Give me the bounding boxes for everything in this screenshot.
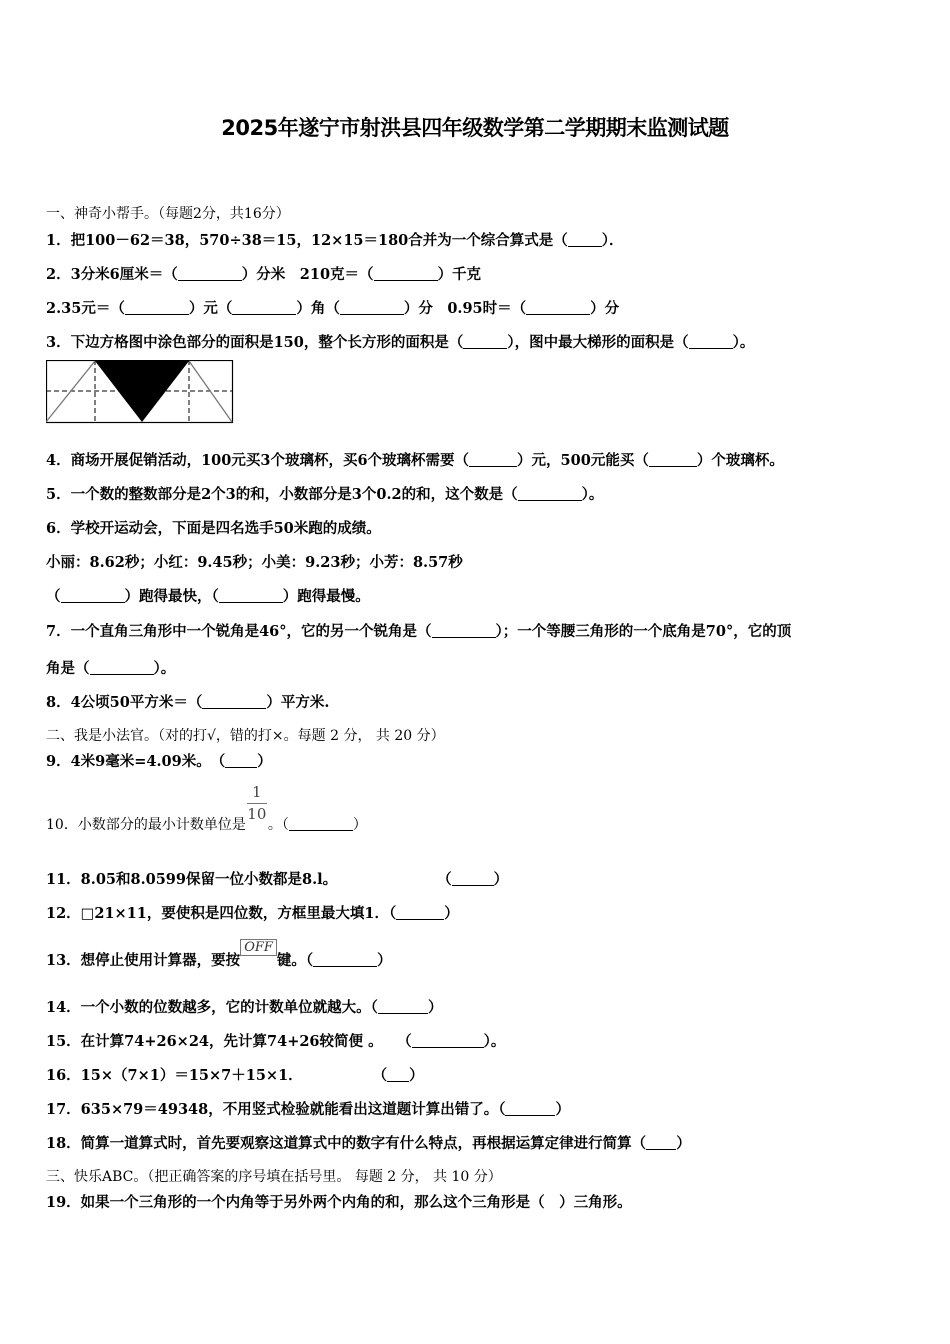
answer-blank[interactable]: [90, 660, 154, 676]
answer-blank[interactable]: [463, 334, 507, 350]
section-1-heading: 一、神奇小帮手。（每题2分，共16分）: [46, 206, 290, 222]
question-6: 6．学校开运动会，下面是四名选手50米跑的成绩。: [46, 520, 381, 537]
question-6-scores: 小丽：8.62秒；小红：9.45秒；小美：9.23秒；小芳：8.57秒: [46, 554, 463, 571]
question-15: 15．在计算74+26×24，先计算74+26较简便 。 （ ）。: [46, 1033, 506, 1050]
grid-figure: [46, 360, 234, 424]
fraction-one-tenth: $\frac{1}{10}$: [247, 783, 267, 823]
answer-blank[interactable]: [289, 816, 353, 832]
question-13: 13．想停止使用计算器，要按OFF键。（ ）: [46, 940, 392, 969]
question-18: 18．简算一道算式时，首先要观察这道算式中的数字有什么特点，再根据运算定律进行简算（ ）: [46, 1135, 691, 1152]
answer-blank[interactable]: [469, 452, 517, 468]
question-9: 9．4米9毫米=4.09米。 （ ）: [46, 753, 272, 770]
answer-blank[interactable]: [646, 1135, 676, 1151]
answer-blank[interactable]: [412, 1033, 484, 1049]
answer-blank[interactable]: [225, 753, 257, 769]
question-3: 3．下边方格图中涂色部分的面积是150，整个长方形的面积是（ ），图中最大梯形的面积是（ ）。: [46, 334, 755, 351]
question-2: 2．3分米6厘米＝（ ）分米 210克＝（ ）千克: [46, 266, 482, 283]
answer-blank[interactable]: [432, 623, 496, 639]
question-6b: （ ）跑得最快，（ ）跑得最慢。: [46, 588, 370, 605]
answer-blank[interactable]: [125, 300, 189, 316]
question-19: 19．如果一个三角形的一个内角等于另外两个内角的和，那么这个三角形是（ ）三角形。: [46, 1194, 632, 1211]
question-7b: 角是（ ）。: [46, 660, 176, 677]
answer-blank[interactable]: [452, 871, 494, 887]
answer-blank[interactable]: [649, 452, 697, 468]
question-5: 5．一个数的整数部分是2个3的和，小数部分是3个0.2的和，这个数是（ ）。: [46, 486, 604, 503]
question-17: 17．635×79＝49348，不用竖式检验就能看出这道题计算出错了。（ ）: [46, 1101, 570, 1118]
answer-blank[interactable]: [689, 334, 733, 350]
answer-blank[interactable]: [378, 999, 428, 1015]
question-1: 1．把100－62＝38，570÷38＝15，12×15＝180合并为一个综合算式是（ ）．: [46, 232, 624, 249]
answer-blank[interactable]: [202, 694, 266, 710]
answer-blank[interactable]: [374, 266, 438, 282]
question-10: 10．小数部分的最小计数单位是 $\frac{1}{10}$ 。（ ）: [46, 783, 367, 833]
question-4: 4．商场开展促销活动，100元买3个玻璃杯，买6个玻璃杯需要（ ）元，500元能买（ ）个玻璃杯。: [46, 452, 784, 469]
answer-blank[interactable]: [61, 588, 125, 604]
answer-blank[interactable]: [313, 952, 377, 968]
question-12: 12．□21×11，要使积是四位数，方框里最大填1．（ ）: [46, 905, 459, 922]
question-14: 14．一个小数的位数越多，它的计数单位就越大。（ ）: [46, 999, 443, 1016]
answer-blank[interactable]: [178, 266, 242, 282]
question-2b: 2.35元＝（ ）元（ ）角（ ）分 0.95时＝（ ）分: [46, 300, 620, 317]
answer-blank[interactable]: [505, 1101, 555, 1117]
question-16: 16．15×（7×1）＝15×7＋15×1． （ ）: [46, 1067, 424, 1084]
section-3-heading: 三、快乐ABC。（把正确答案的序号填在括号里。 每题 2 分， 共 10 分）: [46, 1169, 502, 1185]
answer-blank[interactable]: [232, 300, 296, 316]
answer-blank[interactable]: [387, 1067, 409, 1083]
answer-blank[interactable]: [526, 300, 590, 316]
answer-blank[interactable]: [340, 300, 404, 316]
answer-blank[interactable]: [568, 232, 602, 248]
question-7: 7．一个直角三角形中一个锐角是46°，它的另一个锐角是（ ）；一个等腰三角形的一个底角是70°，它的顶: [46, 623, 792, 640]
question-11: 11．8.05和8.0599保留一位小数都是8.l。 （ ）: [46, 871, 509, 888]
answer-blank[interactable]: [219, 588, 283, 604]
answer-blank[interactable]: [396, 905, 444, 921]
off-key-icon: OFF: [240, 939, 277, 956]
question-8: 8．4公顷50平方米＝（ ）平方米.: [46, 694, 330, 711]
answer-blank[interactable]: [518, 486, 582, 502]
page-title: 2025年遂宁市射洪县四年级数学第二学期期末监测试题: [221, 116, 729, 140]
section-2-heading: 二、我是小法官。（对的打√，错的打×。每题 2 分， 共 20 分）: [46, 728, 445, 744]
